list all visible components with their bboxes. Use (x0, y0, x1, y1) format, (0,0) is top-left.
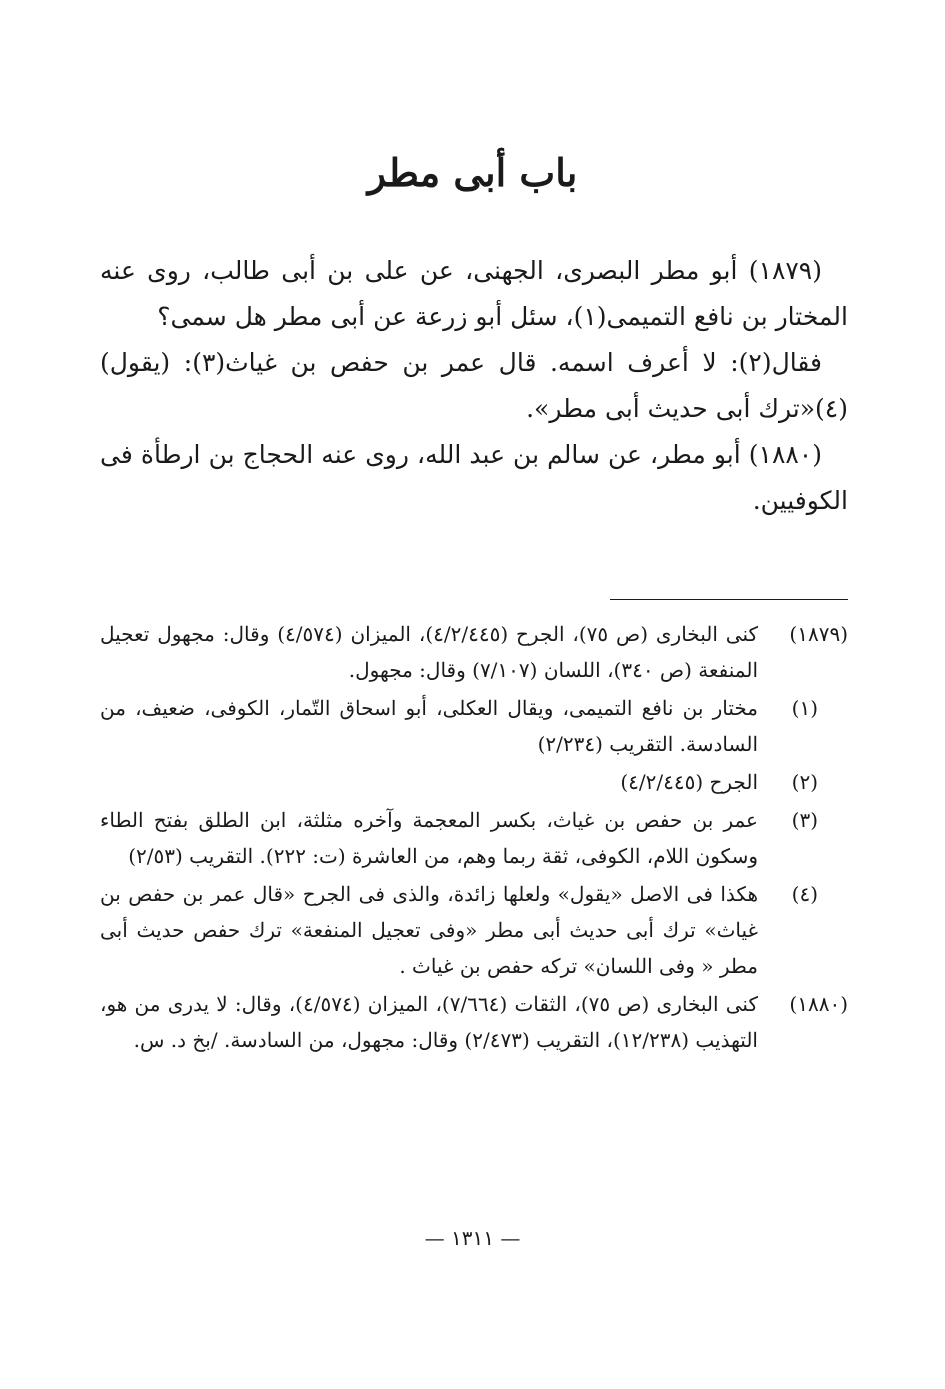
footnote-number: (١) (791, 696, 818, 720)
footnote-1 (100, 690, 848, 762)
footnote-text: هكذا فى الاصل «يقول» ولعلها زائدة، والذى فى الجرح «قال عمر بن حفص بن غياث» ترك أبى حديث أبى مطر «وفى تعجيل المنفعة» ترك حفص حديث أبى مطر « وفى اللسان» تركه حفص بن غياث . (100, 882, 758, 978)
footnote-1880 (100, 986, 848, 1058)
footnotes (100, 616, 848, 1060)
footnote-1879 (100, 616, 848, 688)
footnote-text: عمر بن حفص بن غياث، بكسر المعجمة وآخره مثلثة، ابن الطلق بفتح الطاء وسكون اللام، الكوفى، ثقة ربما وهم، من العاشرة (ت: ٢٢٢). التقريب (٢/٥٣) (100, 808, 758, 868)
footnote-number: (٣) (791, 808, 818, 832)
entry-1879: (١٨٧٩) أبو مطر البصرى، الجهنى، عن على بن أبى طالب، روى عنه المختار بن نافع التميمى(١)، سئل أبو زرعة عن أبى مطر هل سمى؟ (100, 256, 848, 331)
page-number: — ١٣١١ — (424, 1226, 521, 1250)
entry-1880: (١٨٨٠) أبو مطر، عن سالم بن عبد الله، روى عنه الحجاج بن ارطأة فى الكوفيين. (100, 440, 848, 515)
footnote-2 (100, 764, 848, 800)
footnote-number: (١٨٧٩) (789, 622, 848, 646)
footnote-text: كنى البخارى (ص ٧٥)، الجرح (٤/٢/٤٤٥)، الميزان (٤/٥٧٤) وقال: مجهول تعجيل المنفعة (ص ٣٤٠)، اللسان (٧/١٠٧) وقال: مجهول. (100, 622, 758, 682)
footnote-number: (١٨٨٠) (789, 992, 848, 1016)
footnote-text: الجرح (٤/٢/٤٤٥) (620, 770, 758, 794)
entry-1879-continued: فقال(٢): لا أعرف اسمه. قال عمر بن حفص بن غياث(٣): (يقول) (٤)«ترك أبى حديث أبى مطر». (100, 348, 848, 423)
footnote-4 (100, 876, 848, 984)
footnote-number: (٤) (791, 882, 818, 906)
chapter-title: باب أبى مطر (367, 150, 578, 195)
main-text (100, 248, 848, 524)
footnote-text: مختار بن نافع التميمى، ويقال العكلى، أبو اسحاق التّمار، الكوفى، ضعيف، من السادسة. التقريب (٢/٢٣٤) (100, 696, 758, 756)
footnote-number: (٢) (791, 770, 818, 794)
footnote-3 (100, 802, 848, 874)
footnote-separator (610, 599, 848, 600)
footnote-text: كنى البخارى (ص ٧٥)، الثقات (٧/٦٦٤)، الميزان (٤/٥٧٤)، وقال: لا يدرى من هو، التهذيب (١٢/٢٣٨)، التقريب (٢/٤٧٣) وقال: مجهول، من السادسة. /بخ د. س. (100, 992, 758, 1052)
